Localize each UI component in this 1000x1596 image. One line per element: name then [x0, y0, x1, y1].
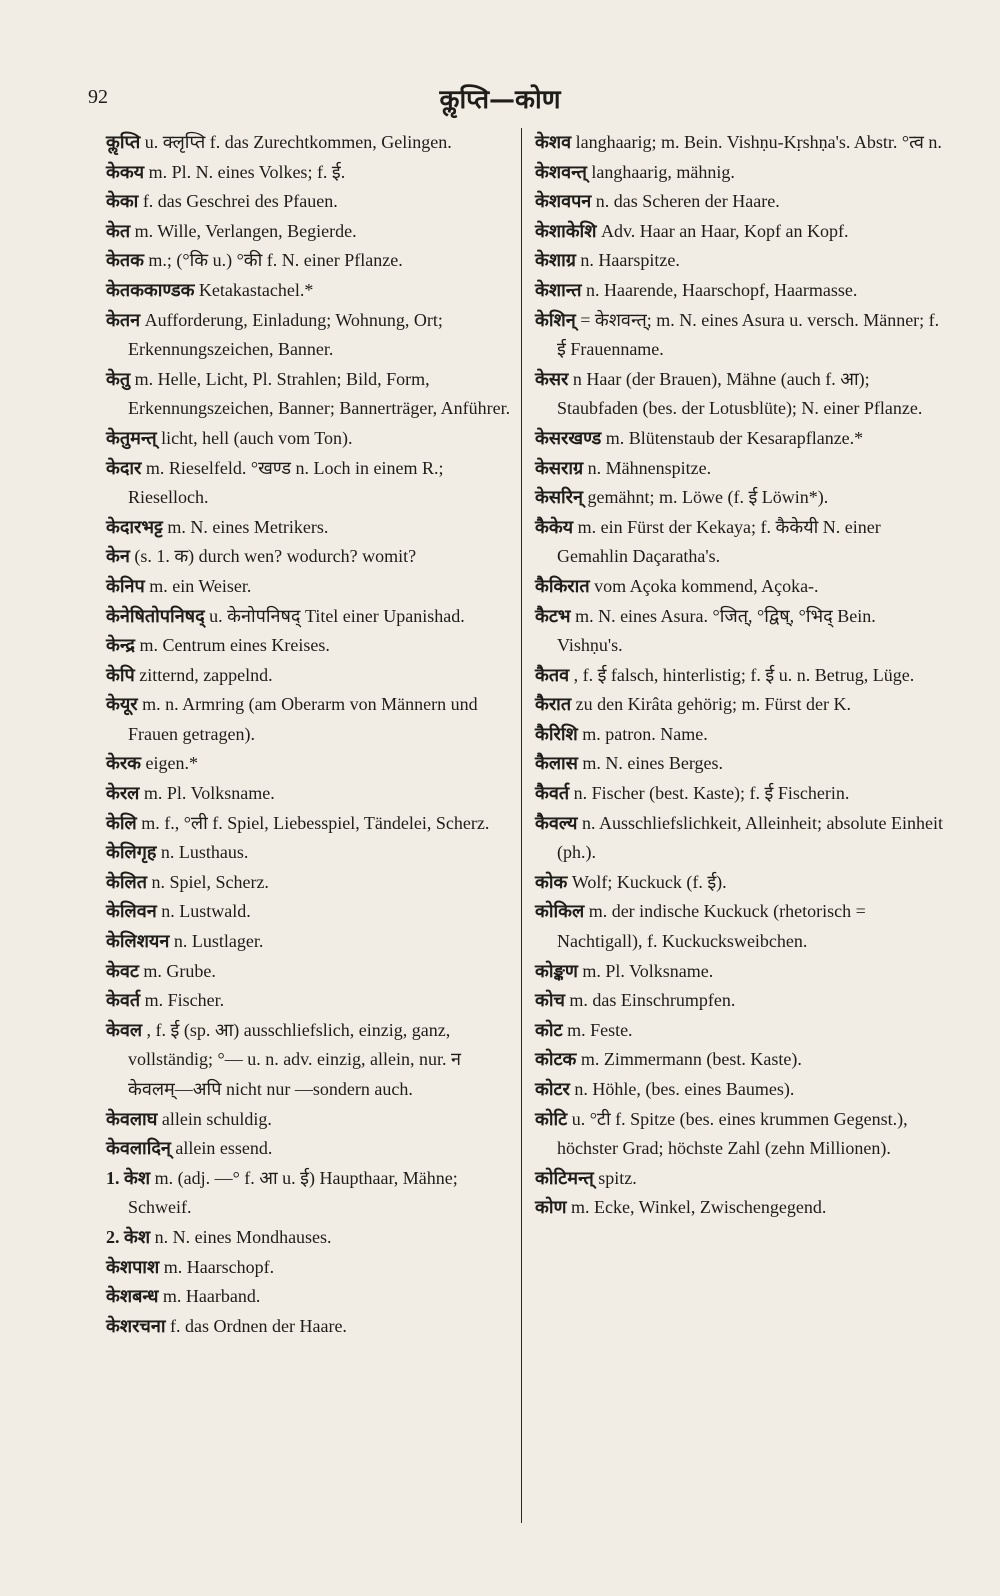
- entry-definition: langhaarig; m. Bein. Vishṇu-Kṛshṇa's. Abstr. °त्व n.: [575, 132, 942, 152]
- entry-definition: f. das Ordnen der Haare.: [170, 1315, 347, 1336]
- dictionary-entry: [535, 187, 945, 217]
- dictionary-entry: [106, 749, 512, 779]
- dictionary-entry: [535, 986, 945, 1016]
- dictionary-entry: [106, 128, 512, 158]
- dictionary-entry: [106, 957, 512, 987]
- entry-headword: केलिवन: [106, 901, 157, 922]
- dictionary-entry: [106, 572, 512, 602]
- entry-definition: m. Centrum eines Kreises.: [139, 635, 330, 656]
- entry-definition: Wolf; Kuckuck (f. ई).: [571, 871, 727, 892]
- dictionary-entry: [535, 1105, 945, 1164]
- entry-definition: n. Lusthaus.: [160, 842, 249, 863]
- dictionary-entry: [535, 749, 945, 779]
- entry-definition: m. n. Armring (am Oberarm von Männern und Frauen getragen).: [128, 694, 478, 744]
- dictionary-entry: [106, 661, 512, 691]
- entry-definition: n. Haarspitze.: [580, 250, 680, 271]
- dictionary-entry: [106, 1253, 512, 1283]
- entry-definition: m. der indische Kuckuck (rhetorisch = Nachtigall), f. Kuckucksweibchen.: [557, 901, 866, 952]
- dictionary-entry: [106, 868, 512, 898]
- entry-headword: कैतव: [535, 664, 570, 685]
- dictionary-entry: [535, 809, 945, 868]
- entry-headword: केतक: [106, 250, 144, 271]
- entry-headword: केलि: [106, 812, 137, 833]
- entry-definition: m. Haarband.: [162, 1286, 261, 1307]
- entry-headword: केका: [106, 191, 139, 212]
- left-column: [106, 128, 512, 1341]
- entry-headword: कोण: [535, 1197, 567, 1218]
- dictionary-entry: [535, 1045, 945, 1075]
- entry-definition: m. Wille, Verlangen, Begierde.: [134, 220, 357, 241]
- dictionary-entry: [106, 246, 512, 276]
- dictionary-entry: [106, 1105, 512, 1135]
- entry-headword: केसर: [535, 368, 569, 389]
- dictionary-entry: [535, 306, 945, 365]
- entry-headword: केलित: [106, 871, 147, 892]
- dictionary-entry: [106, 454, 512, 513]
- entry-definition: zu den Kirâta gehörig; m. Fürst der K.: [575, 694, 852, 715]
- dictionary-entry: [535, 602, 945, 661]
- entry-definition: vom Açoka kommend, Açoka-.: [594, 575, 819, 596]
- dictionary-entry: [535, 957, 945, 987]
- entry-definition: u. °टी f. Spitze (bes. eines krummen Gegenst.), höchster Grad; höchste Zahl (zehn Millionen).: [557, 1108, 908, 1159]
- dictionary-entry: [535, 690, 945, 720]
- dictionary-entry: [535, 365, 945, 424]
- dictionary-entry: [106, 779, 512, 809]
- entry-definition: gemähnt; m. Löwe (f. ई Löwin*).: [587, 487, 829, 508]
- entry-headword: कैकेय: [535, 516, 574, 537]
- dictionary-entry: [106, 158, 512, 188]
- dictionary-entry: [106, 187, 512, 217]
- entry-definition: m. Pl. Volksname.: [143, 783, 275, 804]
- entry-definition: n. Haarende, Haarschopf, Haarmasse.: [586, 279, 858, 300]
- entry-headword: कोटक: [535, 1049, 577, 1070]
- entry-headword: केदार: [106, 457, 142, 478]
- entry-definition: m. N. eines Asura. °जित्, °द्विष्, °भिद् Bein. Vishṇu's.: [557, 605, 876, 656]
- entry-definition: Adv. Haar an Haar, Kopf an Kopf.: [600, 220, 849, 241]
- entry-definition: (s. 1. क) durch wen? wodurch? womit?: [134, 546, 417, 567]
- entry-headword: केसरिन्: [535, 487, 584, 508]
- dictionary-entry: [535, 661, 945, 691]
- dictionary-entry: [106, 217, 512, 247]
- entry-headword: केन: [106, 546, 130, 567]
- entry-headword: केशाकेशि: [535, 220, 597, 241]
- dictionary-entry: [535, 897, 945, 956]
- dictionary-entry: [106, 838, 512, 868]
- dictionary-entry: [535, 572, 945, 602]
- dictionary-entry: [106, 631, 512, 661]
- entry-definition: m. Rieselfeld. °खण्ड n. Loch in einem R.; Rieselloch.: [128, 457, 444, 508]
- entry-definition: n. Ausschliefslichkeit, Alleinheit; absolute Einheit (ph.).: [557, 812, 943, 863]
- entry-headword: 2. केश: [106, 1226, 151, 1247]
- entry-headword: केरल: [106, 783, 140, 804]
- entry-definition: m. Feste.: [567, 1019, 633, 1040]
- entry-headword: केलिशयन: [106, 931, 170, 952]
- entry-definition: spitz.: [598, 1167, 637, 1188]
- entry-definition: u. केनोपनिषद् Titel einer Upanishad.: [209, 605, 465, 626]
- entry-definition: n Haar (der Brauen), Mähne (auch f. आ); Staubfaden (bes. der Lotusblüte); N. einer Pflanze.: [557, 368, 923, 419]
- entry-definition: f. das Geschrei des Pfauen.: [142, 191, 338, 212]
- entry-definition: m. N. eines Berges.: [582, 753, 724, 774]
- dictionary-entry: [106, 365, 512, 424]
- entry-headword: केरक: [106, 753, 142, 774]
- entry-definition: m. Zimmermann (best. Kaste).: [580, 1049, 802, 1070]
- entry-headword: कोक: [535, 871, 568, 892]
- entry-definition: m. Ecke, Winkel, Zwischengegend.: [571, 1197, 827, 1218]
- entry-headword: केदारभट्ट: [106, 516, 163, 537]
- entry-headword: केनेषितोपनिषद्: [106, 605, 205, 626]
- dictionary-entry: [106, 1282, 512, 1312]
- entry-definition: m.; (°कि u.) °की f. N. einer Pflanze.: [148, 250, 403, 271]
- entry-headword: कोकिल: [535, 901, 585, 922]
- entry-headword: केतु: [106, 368, 131, 389]
- dictionary-entry: [106, 1312, 512, 1342]
- dictionary-entry: [106, 1223, 512, 1253]
- entry-definition: m. ein Fürst der Kekaya; f. कैकेयी N. einer Gemahlin Daçaratha's.: [557, 516, 881, 567]
- dictionary-entry: [106, 809, 512, 839]
- dictionary-entry: [106, 690, 512, 749]
- dictionary-entry: [535, 720, 945, 750]
- dictionary-entry: [535, 483, 945, 513]
- entry-headword: केवट: [106, 960, 139, 981]
- dictionary-entry: [106, 1164, 512, 1223]
- entry-definition: langhaarig, mähnig.: [591, 161, 735, 182]
- entry-definition: m. patron. Name.: [582, 723, 708, 744]
- entry-definition: n. das Scheren der Haare.: [595, 191, 780, 212]
- entry-headword: केतन: [106, 309, 141, 330]
- dictionary-entry: [106, 1134, 512, 1164]
- entry-headword: केशवपन: [535, 191, 592, 212]
- entry-definition: allein schuldig.: [161, 1108, 272, 1129]
- entry-headword: कैवल्य: [535, 812, 578, 833]
- entry-headword: कोटिमन्त्: [535, 1167, 594, 1188]
- entry-headword: कोङ्कण: [535, 960, 578, 981]
- entry-definition: Aufforderung, Einladung; Wohnung, Ort; Erkennungszeichen, Banner.: [128, 309, 443, 360]
- entry-definition: Ketakastachel.*: [198, 279, 314, 300]
- entry-definition: zitternd, zappelnd.: [139, 664, 273, 685]
- entry-definition: m. Grube.: [143, 960, 216, 981]
- entry-definition: n. Fischer (best. Kaste); f. ई Fischerin.: [573, 783, 850, 804]
- dictionary-entry: [535, 1193, 945, 1223]
- entry-headword: केलिगृह: [106, 842, 157, 863]
- right-column: [535, 128, 945, 1223]
- entry-definition: , f. ई (sp. आ) ausschliefslich, einzig, ganz, vollständig; °— u. n. adv. einzig, allein, nur. न केवलम्—अपि nicht nur —sondern auch.: [128, 1019, 461, 1099]
- entry-headword: केकय: [106, 161, 145, 182]
- entry-definition: n. Lustlager.: [173, 931, 264, 952]
- entry-headword: केयूर: [106, 694, 138, 715]
- dictionary-entry: [535, 1164, 945, 1194]
- entry-definition: m. Helle, Licht, Pl. Strahlen; Bild, Form, Erkennungszeichen, Banner; Bannerträger, Anführer.: [128, 368, 511, 419]
- entry-definition: m. (adj. —° f. आ u. ई) Haupthaar, Mähne; Schweif.: [128, 1167, 458, 1218]
- entry-definition: allein essend.: [175, 1138, 273, 1159]
- dictionary-entry: [535, 276, 945, 306]
- entry-headword: केशरचना: [106, 1315, 166, 1336]
- page-number: 92: [88, 86, 108, 108]
- dictionary-entry: [106, 424, 512, 454]
- entry-definition: n. N. eines Mondhauses.: [154, 1226, 332, 1247]
- entry-headword: केतुमन्त्: [106, 427, 157, 448]
- dictionary-entry: [535, 1075, 945, 1105]
- entry-headword: केवल: [106, 1019, 143, 1040]
- column-divider: [521, 128, 522, 1523]
- entry-definition: n. Lustwald.: [161, 901, 251, 922]
- entry-headword: केशवन्त्: [535, 161, 587, 182]
- entry-headword: कोच: [535, 990, 565, 1011]
- dictionary-entry: [106, 276, 512, 306]
- entry-headword: केपि: [106, 664, 135, 685]
- entry-headword: केशबन्ध: [106, 1286, 159, 1307]
- entry-definition: m. Fischer.: [144, 990, 225, 1011]
- entry-headword: कैकिरात: [535, 575, 590, 596]
- dictionary-entry: [106, 513, 512, 543]
- entry-headword: केशाग्र: [535, 250, 576, 271]
- entry-headword: केवर्त: [106, 990, 141, 1011]
- entry-headword: कैटभ: [535, 605, 571, 626]
- entry-definition: n. Höhle, (bes. eines Baumes).: [574, 1079, 795, 1099]
- entry-headword: कोट: [535, 1019, 563, 1040]
- dictionary-entry: [535, 513, 945, 572]
- dictionary-entry: [106, 602, 512, 632]
- dictionary-entry: [106, 306, 512, 365]
- entry-headword: कैरिशि: [535, 723, 578, 744]
- entry-headword: केन्द्र: [106, 635, 135, 656]
- entry-headword: केनिप: [106, 575, 145, 596]
- entry-headword: केशपाश: [106, 1256, 160, 1277]
- entry-definition: , f. ई falsch, hinterlistig; f. ई u. n. Betrug, Lüge.: [573, 664, 915, 685]
- entry-headword: केतककाण्डक: [106, 279, 195, 300]
- entry-definition: m. ein Weiser.: [149, 575, 252, 596]
- entry-headword: केशिन्: [535, 309, 576, 330]
- dictionary-entry: [535, 454, 945, 484]
- entry-definition: m. Pl. N. eines Volkes; f. ई.: [148, 161, 346, 182]
- dictionary-entry: [535, 128, 945, 158]
- entry-definition: n. Mähnenspitze.: [587, 457, 712, 478]
- entry-definition: licht, hell (auch vom Ton).: [161, 427, 353, 448]
- dictionary-entry: [106, 897, 512, 927]
- dictionary-entry: [535, 217, 945, 247]
- entry-definition: m. Pl. Volksname.: [582, 960, 714, 981]
- dictionary-entry: [535, 1016, 945, 1046]
- entry-definition: m. Haarschopf.: [163, 1256, 275, 1277]
- entry-headword: कॢप्ति: [106, 132, 141, 152]
- entry-headword: कैरात: [535, 694, 572, 715]
- entry-headword: केवलादिन्: [106, 1138, 171, 1159]
- entry-headword: कैवर्त: [535, 783, 570, 804]
- entry-definition: m. f., °ली f. Spiel, Liebesspiel, Tändelei, Scherz.: [141, 812, 490, 833]
- entry-definition: = केशवन्त्; m. N. eines Asura u. versch. Männer; f. ई Frauenname.: [557, 309, 940, 360]
- entry-headword: केवलाघ: [106, 1108, 158, 1129]
- entry-headword: कोटर: [535, 1079, 570, 1099]
- dictionary-entry: [106, 927, 512, 957]
- dictionary-entry: [106, 1016, 512, 1105]
- dictionary-entry: [535, 424, 945, 454]
- entry-definition: u. क्लृप्ति f. das Zurechtkommen, Gelingen.: [144, 132, 452, 152]
- entry-headword: केसराग्र: [535, 457, 584, 478]
- dictionary-entry: [535, 868, 945, 898]
- entry-headword: केत: [106, 220, 131, 241]
- entry-definition: eigen.*: [145, 753, 198, 774]
- entry-headword: केशव: [535, 132, 572, 152]
- dictionary-entry: [106, 986, 512, 1016]
- entry-headword: केशान्त: [535, 279, 582, 300]
- dictionary-entry: [535, 158, 945, 188]
- dictionary-entry: [106, 542, 512, 572]
- entry-definition: n. Spiel, Scherz.: [151, 871, 269, 892]
- entry-definition: m. N. eines Metrikers.: [167, 516, 329, 537]
- entry-definition: m. Blütenstaub der Kesarapflanze.*: [605, 427, 864, 448]
- entry-headword: केसरखण्ड: [535, 427, 602, 448]
- dictionary-entry: [535, 246, 945, 276]
- running-head: कॢप्ति—कोण: [439, 85, 561, 115]
- entry-headword: कैलास: [535, 753, 578, 774]
- entry-headword: कोटि: [535, 1108, 568, 1129]
- entry-definition: m. das Einschrumpfen.: [569, 990, 736, 1011]
- entry-headword: 1. केश: [106, 1167, 151, 1188]
- dictionary-entry: [535, 779, 945, 809]
